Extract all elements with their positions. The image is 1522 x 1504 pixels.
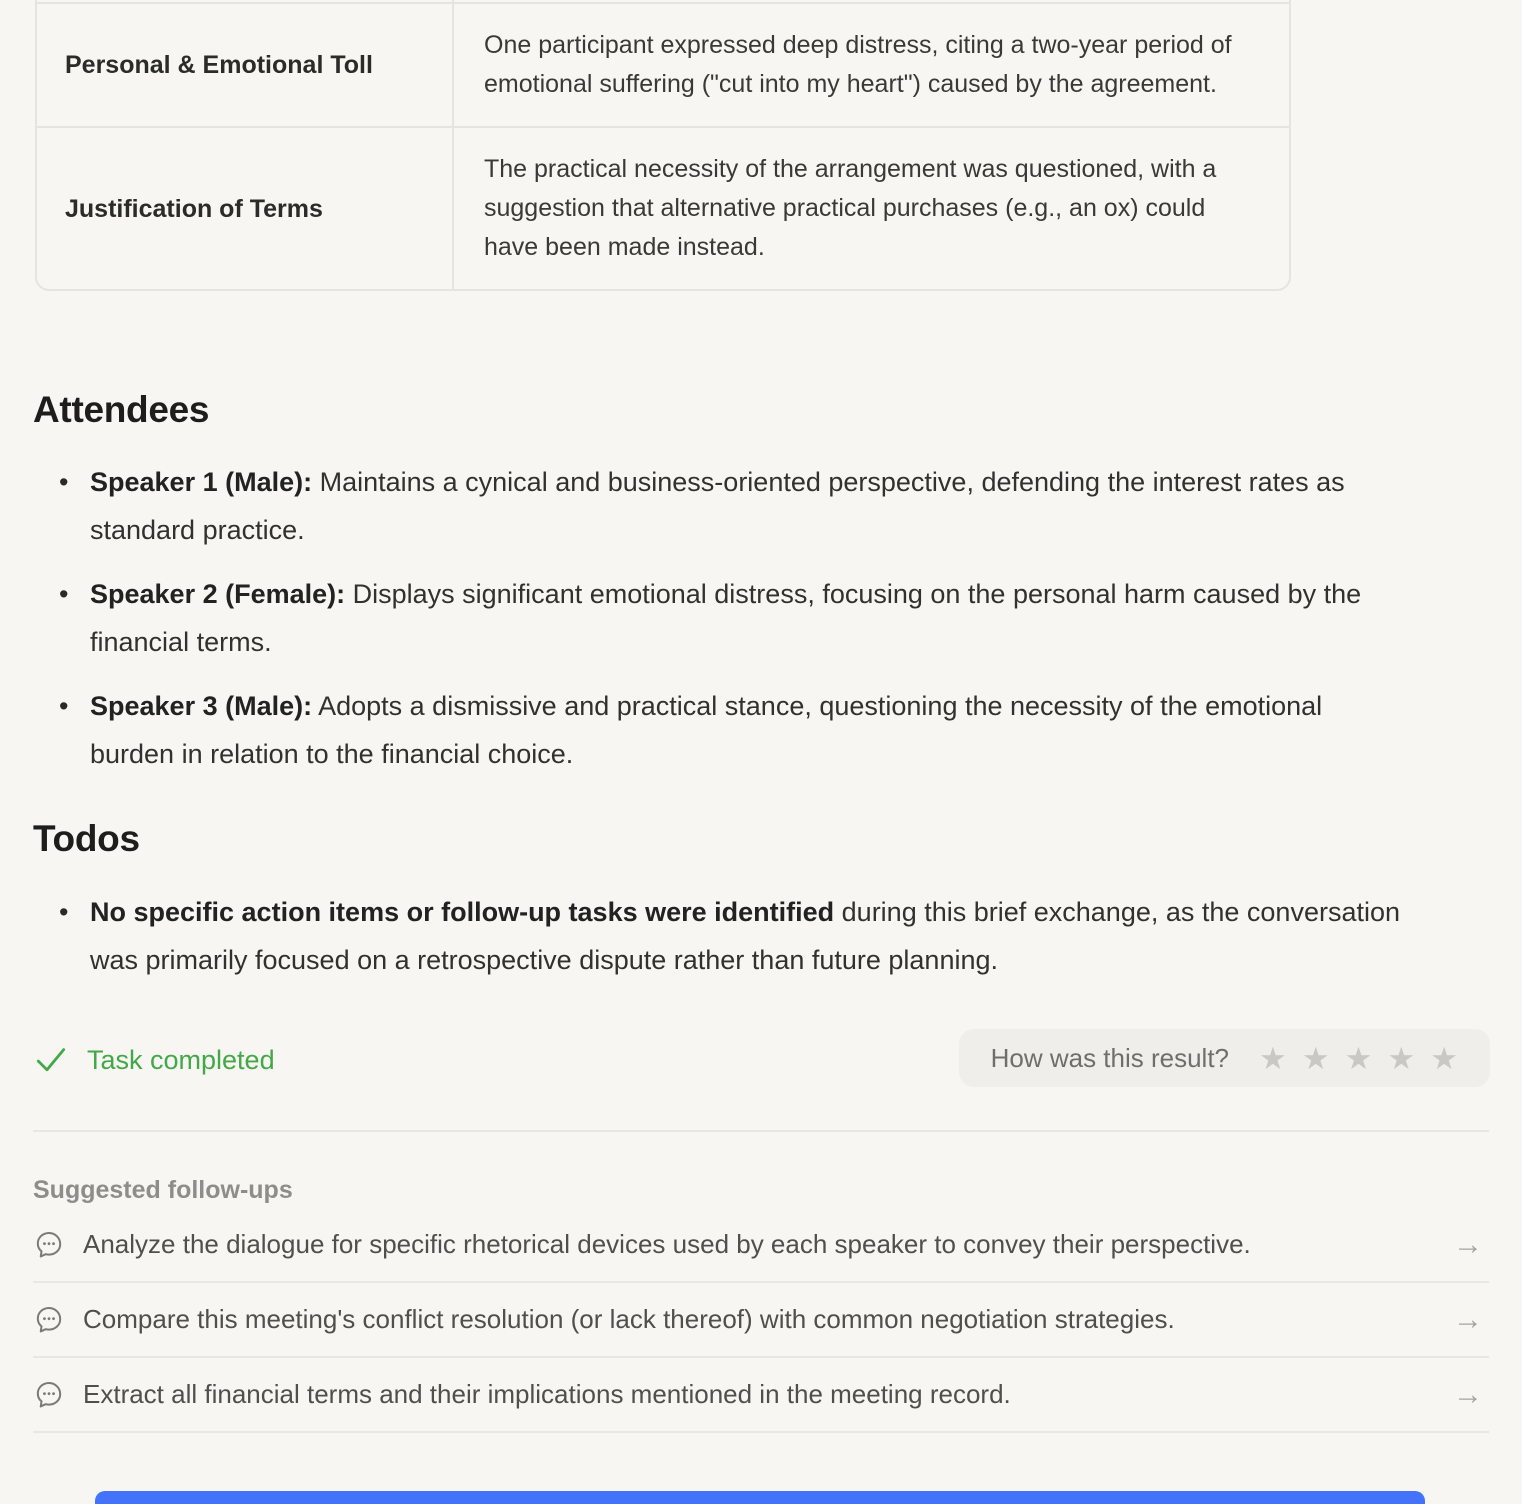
list-item bbox=[33, 888, 1405, 984]
attendee-name: Speaker 2 (Female): bbox=[90, 579, 346, 609]
chat-bubble-icon bbox=[33, 1304, 65, 1336]
list-item bbox=[33, 682, 1405, 778]
rating-widget bbox=[959, 1029, 1490, 1087]
star-rating[interactable] bbox=[1259, 1040, 1458, 1076]
table-row-partial bbox=[37, 0, 1289, 2]
bullet-icon: • bbox=[59, 691, 69, 721]
chat-input[interactable] bbox=[95, 1491, 1425, 1504]
star-icon[interactable]: ★ bbox=[1430, 1040, 1458, 1076]
table-row-text: The practical necessity of the arrangement was questioned, with a suggestion that alternative practical purchases (e.g., an ox) could have been made instead. bbox=[484, 155, 1217, 261]
table-row bbox=[37, 126, 1289, 289]
attendees-list bbox=[33, 458, 1405, 794]
summary-table bbox=[35, 0, 1291, 291]
list-item bbox=[33, 458, 1405, 554]
followup-item[interactable] bbox=[33, 1208, 1489, 1283]
star-icon[interactable]: ★ bbox=[1259, 1040, 1287, 1076]
star-icon[interactable]: ★ bbox=[1301, 1040, 1330, 1076]
table-cell bbox=[452, 0, 1289, 2]
star-icon[interactable]: ★ bbox=[1344, 1040, 1373, 1076]
star-icon[interactable]: ★ bbox=[1387, 1040, 1416, 1076]
list-item bbox=[33, 570, 1405, 666]
todo-lead: No specific action items or follow-up tasks were identified bbox=[90, 897, 835, 927]
table-row-label: Justification of Terms bbox=[65, 194, 323, 223]
attendees-heading: Attendees bbox=[33, 389, 210, 430]
attendee-desc: Adopts a dismissive and practical stance, questioning the necessity of the emotional burden in relation to the financial choice. bbox=[90, 691, 1323, 769]
attendee-desc: Maintains a cynical and business-oriented perspective, defending the interest rates as standard practice. bbox=[90, 467, 1345, 545]
attendee-name: Speaker 3 (Male): bbox=[90, 691, 313, 721]
table-cell bbox=[452, 4, 1289, 126]
attendee-name: Speaker 1 (Male): bbox=[90, 467, 313, 497]
table-row-label: Personal & Emotional Toll bbox=[65, 51, 373, 79]
bullet-icon: • bbox=[59, 579, 69, 609]
bullet-icon: • bbox=[59, 897, 69, 927]
table-row bbox=[37, 2, 1289, 126]
arrow-right-icon: → bbox=[1453, 1377, 1483, 1411]
rating-question: How was this result? bbox=[990, 1042, 1230, 1073]
todos-heading: Todos bbox=[33, 818, 140, 859]
followup-item[interactable] bbox=[33, 1283, 1489, 1358]
table-cell bbox=[452, 128, 1289, 289]
status-badge: Task completed bbox=[87, 1044, 275, 1075]
table-row-text: One participant expressed deep distress, citing a two-year period of emotional suffering ("cut into my heart") caused by the agreement. bbox=[484, 31, 1232, 98]
attendee-desc: Displays significant emotional distress, focusing on the personal harm caused by the financial terms. bbox=[90, 579, 1362, 657]
section-divider bbox=[33, 1130, 1489, 1132]
chat-bubble-icon bbox=[33, 1379, 65, 1411]
followups-heading: Suggested follow-ups bbox=[33, 1176, 293, 1204]
bullet-icon: • bbox=[59, 467, 69, 497]
chat-bubble-icon bbox=[33, 1229, 65, 1261]
followup-text: Analyze the dialogue for specific rhetorical devices used by each speaker to convey their perspective. bbox=[83, 1229, 1251, 1259]
followup-item[interactable] bbox=[33, 1358, 1489, 1433]
arrow-right-icon: → bbox=[1453, 1302, 1483, 1336]
followups-list bbox=[33, 1208, 1489, 1433]
task-status bbox=[36, 1040, 275, 1080]
todo-desc: during this brief exchange, as the conversation was primarily focused on a retrospective dispute rather than future planning. bbox=[90, 897, 1400, 975]
table-cell bbox=[37, 0, 452, 2]
arrow-right-icon: → bbox=[1453, 1227, 1483, 1261]
check-icon bbox=[36, 1046, 66, 1074]
todos-list bbox=[33, 888, 1405, 1000]
followup-text: Extract all financial terms and their implications mentioned in the meeting record. bbox=[83, 1379, 1011, 1409]
followup-text: Compare this meeting's conflict resolution (or lack thereof) with common negotiation strategies. bbox=[83, 1304, 1175, 1334]
